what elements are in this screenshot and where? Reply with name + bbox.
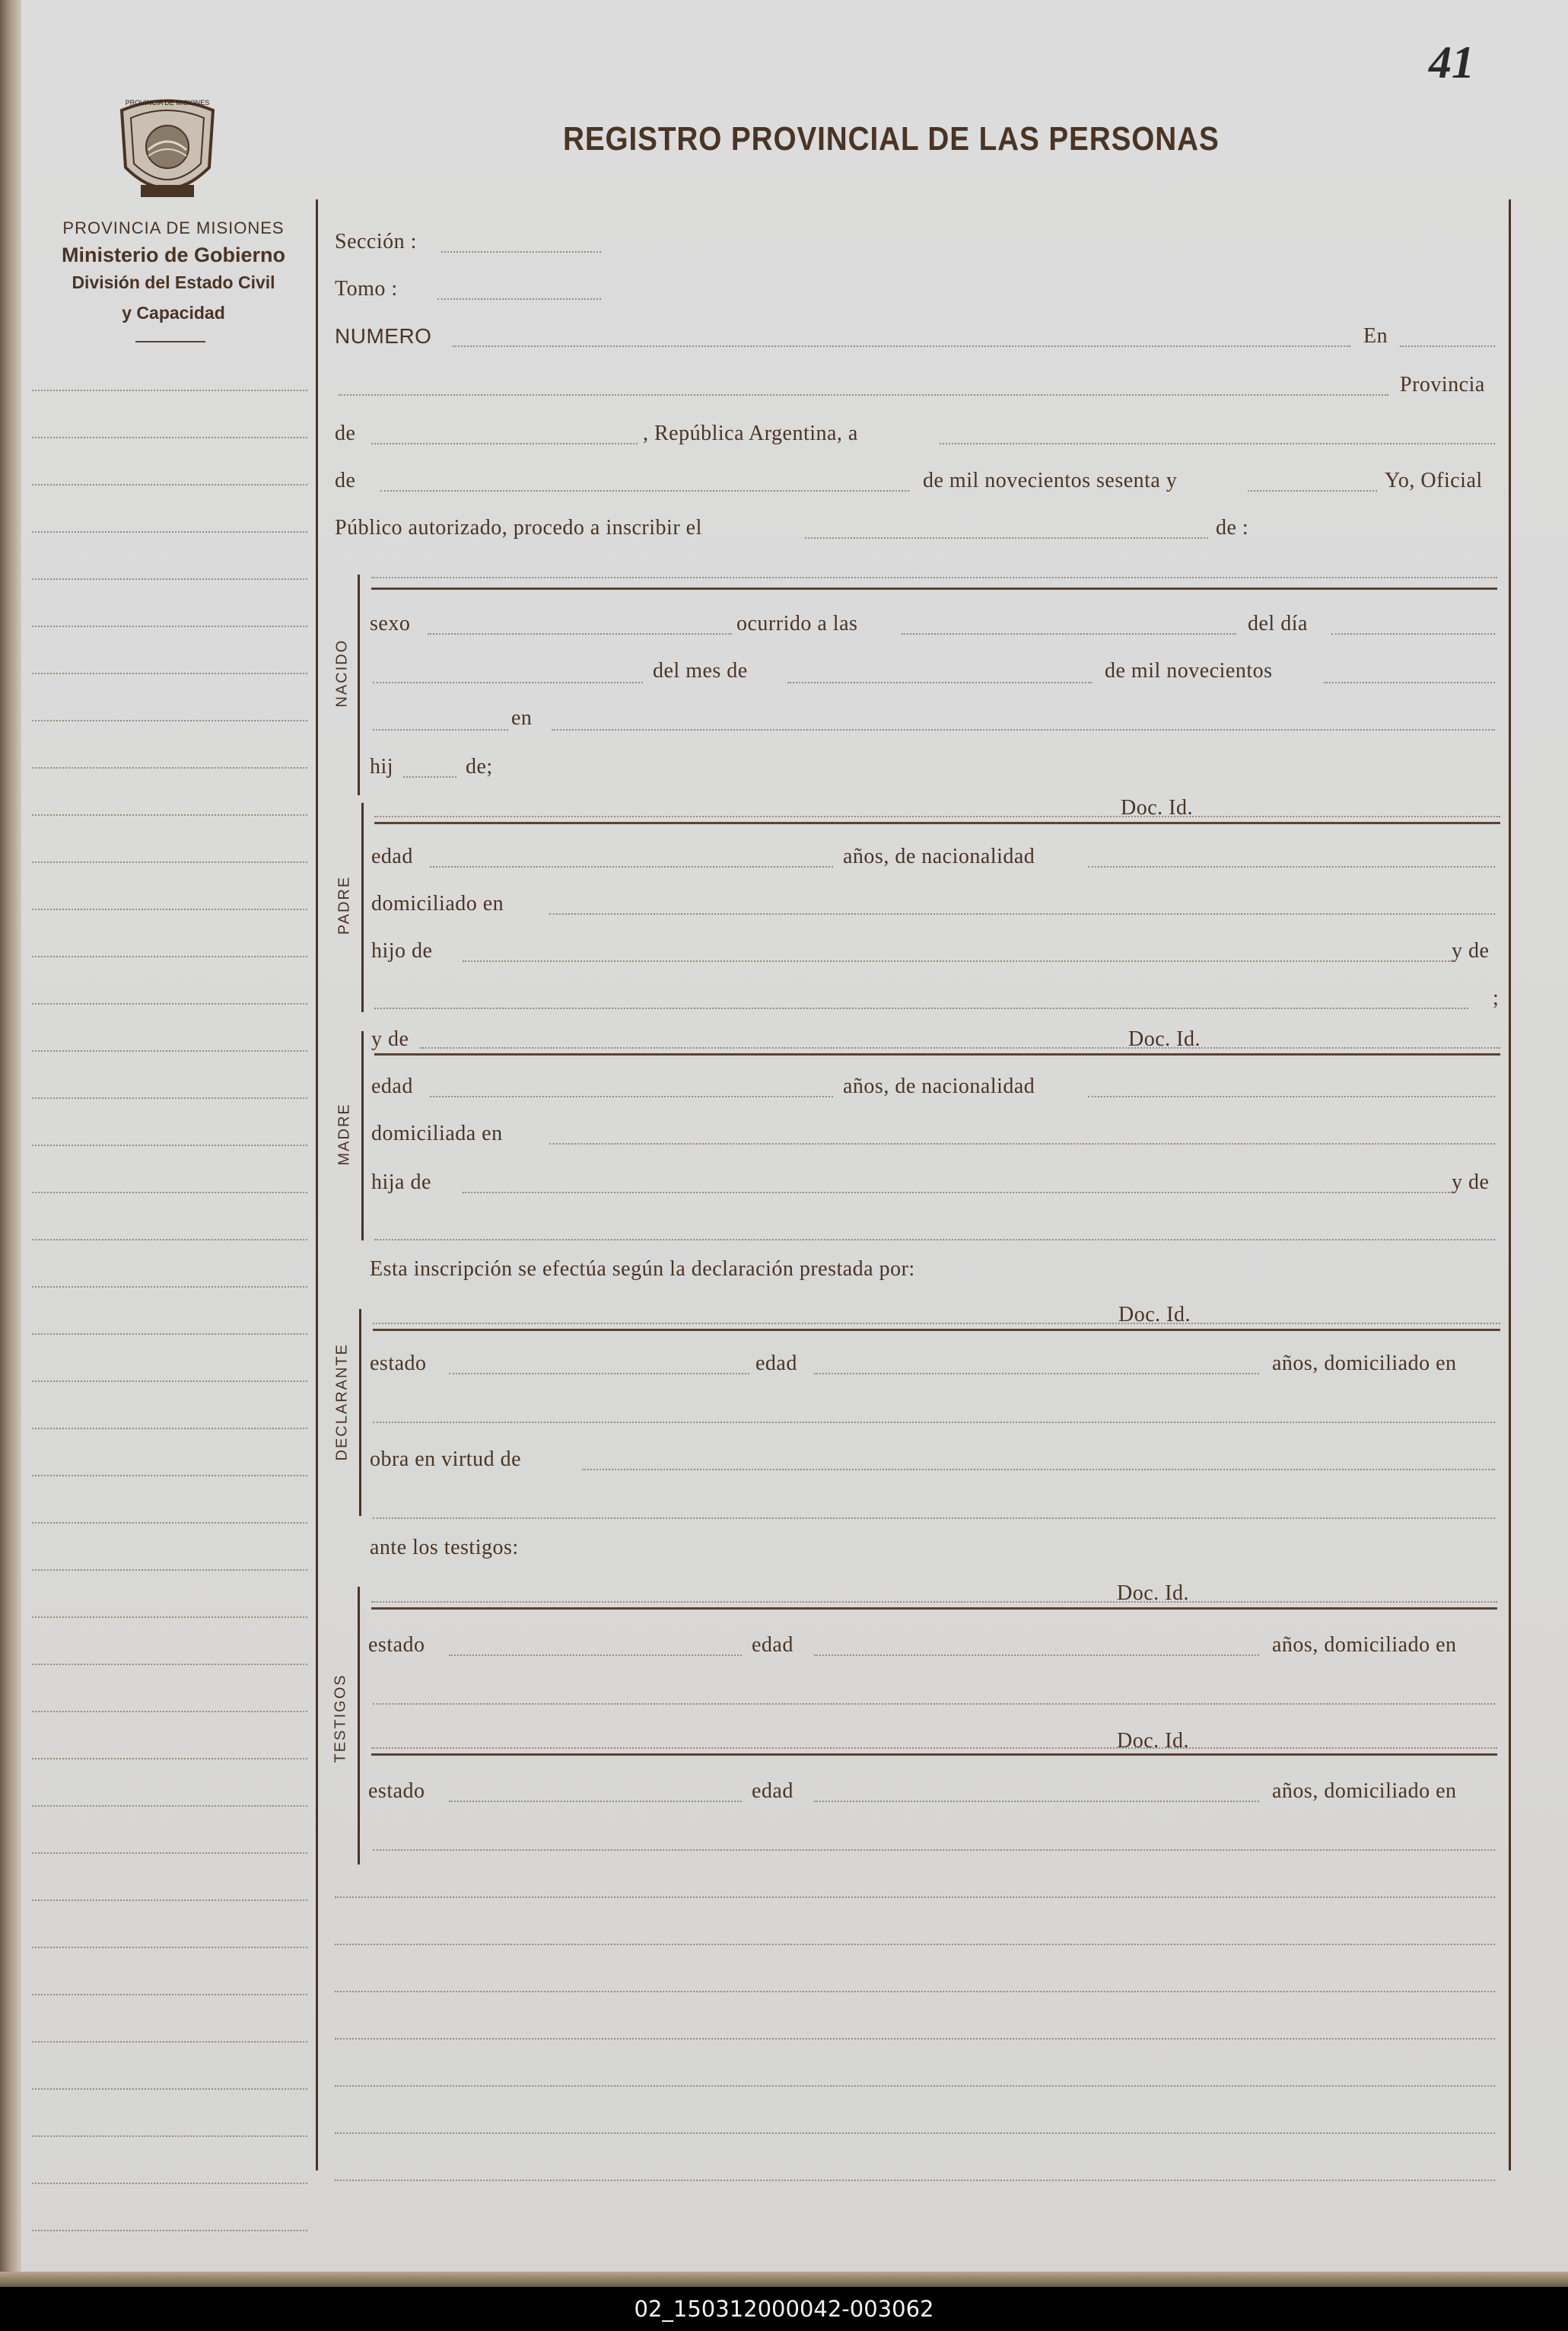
- margin-line[interactable]: [32, 1616, 307, 1618]
- margin-line[interactable]: [32, 484, 307, 486]
- declarante-rule: [359, 1309, 361, 1516]
- declarante-name-rule: [373, 1329, 1500, 1331]
- observation-line[interactable]: [335, 1944, 1495, 1945]
- margin-line[interactable]: [32, 626, 307, 627]
- margin-line[interactable]: [32, 1097, 307, 1099]
- yo-oficial-label: Yo, Oficial: [1385, 469, 1483, 492]
- hij-field[interactable]: [403, 776, 456, 778]
- testigo2-estado-label: estado: [368, 1779, 425, 1803]
- nacido-name-rule: [371, 588, 1497, 590]
- inscripcion-text: Esta inscripción se efectúa según la declaración prestada por:: [370, 1257, 915, 1281]
- margin-line[interactable]: [32, 578, 307, 580]
- margin-line[interactable]: [32, 1664, 307, 1665]
- madre-doc-label: Doc. Id.: [1128, 1027, 1201, 1051]
- margin-line[interactable]: [32, 1050, 307, 1052]
- province-name: PROVINCIA DE MISIONES: [62, 218, 285, 237]
- inscribir-field[interactable]: [805, 537, 1208, 539]
- madre-edad-field[interactable]: [430, 1096, 833, 1097]
- nacido-name-field[interactable]: [371, 577, 1497, 578]
- declarante-edad-field[interactable]: [814, 1373, 1259, 1374]
- testigo1-name-field[interactable]: [371, 1601, 1497, 1603]
- margin-line[interactable]: [32, 814, 307, 816]
- ministry-name: Ministerio de Gobierno: [61, 244, 286, 266]
- declarante-dom-field[interactable]: [373, 1422, 1495, 1423]
- madre-edad-label: edad: [371, 1075, 413, 1098]
- margin-line[interactable]: [32, 2135, 307, 2137]
- margin-line[interactable]: [32, 1947, 307, 1948]
- document-title: REGISTRO PROVINCIAL DE LAS PERSONAS: [563, 120, 1220, 158]
- declarante-edad-label: edad: [755, 1352, 797, 1375]
- padre-rule: [361, 803, 364, 1012]
- padre-y-de-label: y de: [1452, 939, 1490, 963]
- republica-label: , República Argentina, a: [643, 422, 858, 445]
- margin-line[interactable]: [32, 1711, 307, 1712]
- testigo1-edad-label: edad: [752, 1633, 794, 1657]
- observation-line[interactable]: [335, 1991, 1495, 1992]
- testigo2-edad-field[interactable]: [814, 1801, 1259, 1802]
- publico-label: Público autorizado, procedo a inscribir el: [335, 516, 702, 540]
- testigo1-dom-label: años, domiciliado en: [1272, 1633, 1457, 1657]
- provincia-label: Provincia: [1400, 373, 1485, 396]
- lugar-field[interactable]: [552, 729, 1495, 731]
- margin-line[interactable]: [32, 531, 307, 533]
- testigo2-dom-label: años, domiciliado en: [1272, 1779, 1457, 1803]
- testigo2-doc-label: Doc. Id.: [1117, 1729, 1189, 1753]
- seal-text: PROVINCIA DE MISIONES: [125, 99, 210, 107]
- margin-line[interactable]: [32, 861, 307, 863]
- margin-line[interactable]: [32, 1475, 307, 1476]
- testigo2-name-field[interactable]: [371, 1747, 1497, 1749]
- provincial-seal: [114, 95, 221, 209]
- margin-line[interactable]: [32, 2041, 307, 2043]
- dia-field[interactable]: [1331, 633, 1495, 635]
- margin-line[interactable]: [32, 767, 307, 769]
- de-label-2: de: [335, 469, 356, 492]
- seccion-label: Sección :: [335, 230, 417, 253]
- margin-line[interactable]: [32, 1852, 307, 1854]
- mil-novecientos-label: de mil novecientos: [1105, 659, 1273, 683]
- padre-doc-label: Doc. Id.: [1121, 796, 1193, 820]
- date-field[interactable]: [940, 443, 1495, 444]
- del-dia-label: del día: [1248, 612, 1308, 635]
- padre-edad-label: edad: [371, 845, 413, 868]
- margin-line[interactable]: [32, 390, 307, 391]
- hija-de-label: hija de: [371, 1170, 431, 1194]
- en-nacido-label: en: [511, 706, 533, 730]
- obra-field[interactable]: [582, 1469, 1495, 1470]
- testigo2-name-rule: [371, 1753, 1497, 1756]
- book-binding: [0, 0, 21, 2283]
- observation-line[interactable]: [335, 2132, 1495, 2134]
- madre-nac-field[interactable]: [1088, 1096, 1495, 1097]
- declarante-estado-label: estado: [370, 1352, 427, 1375]
- madre-y-de2-label: y de: [1452, 1170, 1490, 1194]
- hora-field[interactable]: [902, 633, 1236, 635]
- madre-y-de-label: y de: [371, 1027, 409, 1051]
- testigo1-estado-label: estado: [368, 1633, 425, 1657]
- testigo2-estado-field[interactable]: [449, 1801, 742, 1802]
- madre-rule: [361, 1031, 364, 1240]
- madre-name-rule: [374, 1053, 1500, 1056]
- testigo2-dom-field[interactable]: [373, 1849, 1495, 1851]
- margin-line[interactable]: [32, 1994, 307, 1995]
- numero-label: NUMERO: [335, 324, 432, 348]
- hija-de-field[interactable]: [463, 1192, 1452, 1193]
- hij-label: hij: [370, 755, 394, 779]
- testigo1-name-rule: [371, 1607, 1497, 1610]
- margin-line[interactable]: [32, 1192, 307, 1193]
- padre-semicolon: ;: [1493, 986, 1500, 1010]
- year-field[interactable]: [1248, 490, 1377, 492]
- margin-line[interactable]: [32, 1569, 307, 1571]
- padre-dom-label: domiciliado en: [371, 892, 504, 916]
- page-number: 41: [1429, 37, 1474, 88]
- tomo-label: Tomo :: [335, 277, 398, 301]
- declarante-label: DECLARANTE: [333, 1343, 351, 1461]
- padre-label: PADRE: [336, 875, 353, 935]
- margin-line[interactable]: [32, 1145, 307, 1146]
- en-label: En: [1363, 324, 1388, 348]
- margin-line[interactable]: [32, 673, 307, 674]
- margin-line[interactable]: [32, 1758, 307, 1759]
- margin-line[interactable]: [32, 2230, 307, 2231]
- margin-line[interactable]: [32, 1333, 307, 1335]
- del-mes-label: del mes de: [653, 659, 748, 683]
- de-label-1: de: [335, 422, 356, 445]
- margin-line[interactable]: [32, 1380, 307, 1382]
- madre-label: MADRE: [336, 1103, 353, 1166]
- tomo-field[interactable]: [437, 298, 601, 300]
- margin-line[interactable]: [32, 720, 307, 721]
- de-field-1[interactable]: [371, 443, 638, 444]
- margin-line[interactable]: [32, 1286, 307, 1288]
- testigos-intro: ante los testigos:: [370, 1536, 519, 1559]
- testigo1-estado-field[interactable]: [449, 1654, 742, 1656]
- observation-line[interactable]: [335, 2038, 1495, 2040]
- right-rule: [1509, 199, 1511, 2170]
- image-caption: 02_150312000042-003062: [0, 2287, 1568, 2331]
- margin-line[interactable]: [32, 1003, 307, 1005]
- de-nacido-label: de;: [466, 755, 493, 779]
- padre-madre-field[interactable]: [374, 1008, 1468, 1009]
- page-bottom-edge: [0, 2272, 1568, 2287]
- testigo1-doc-label: Doc. Id.: [1117, 1581, 1189, 1605]
- margin-line[interactable]: [32, 437, 307, 438]
- testigo1-dom-field[interactable]: [373, 1703, 1495, 1705]
- header-divider: [135, 341, 205, 342]
- locality-field[interactable]: [339, 394, 1388, 396]
- seccion-field[interactable]: [441, 251, 601, 253]
- declarante-doc-label: Doc. Id.: [1118, 1303, 1191, 1326]
- testigo1-edad-field[interactable]: [814, 1654, 1259, 1656]
- margin-line[interactable]: [32, 1239, 307, 1240]
- sexo-label: sexo: [370, 612, 411, 635]
- padre-dom-field[interactable]: [549, 913, 1495, 915]
- madre-dom-label: domiciliada en: [371, 1122, 503, 1145]
- madre-nac-label: años, de nacionalidad: [843, 1075, 1035, 1098]
- anio-field[interactable]: [1324, 682, 1495, 683]
- testigos-rule: [358, 1587, 360, 1864]
- margin-line[interactable]: [32, 1900, 307, 1901]
- obra-label: obra en virtud de: [370, 1447, 521, 1471]
- division-name: División del Estado Civil: [72, 272, 275, 292]
- mes-field[interactable]: [787, 682, 1092, 683]
- madre-dom-field[interactable]: [549, 1143, 1495, 1145]
- padre-name-field[interactable]: [374, 816, 1500, 817]
- margin-line[interactable]: [32, 1805, 307, 1807]
- padre-edad-field[interactable]: [430, 866, 833, 868]
- declarante-dom-label: años, domiciliado en: [1272, 1352, 1457, 1375]
- observation-line[interactable]: [335, 1896, 1495, 1898]
- anio-detail-field[interactable]: [373, 729, 508, 731]
- declarante-name-field[interactable]: [373, 1323, 1500, 1324]
- dia-detail-field[interactable]: [373, 682, 643, 683]
- declarante-estado-field[interactable]: [449, 1373, 749, 1374]
- numero-field[interactable]: [453, 346, 1350, 347]
- margin-line[interactable]: [32, 2183, 307, 2184]
- hijo-de-label: hijo de: [371, 939, 433, 963]
- hijo-de-field[interactable]: [463, 960, 1452, 962]
- ocurrido-label: ocurrido a las: [736, 612, 858, 635]
- madre-extra-field[interactable]: [374, 1239, 1495, 1240]
- margin-line[interactable]: [32, 956, 307, 957]
- observation-line[interactable]: [335, 2085, 1495, 2087]
- observation-line[interactable]: [335, 2180, 1495, 2181]
- nacido-rule: [358, 575, 360, 795]
- margin-line[interactable]: [32, 1522, 307, 1524]
- en-field[interactable]: [1400, 346, 1495, 347]
- obra-extra-field[interactable]: [373, 1517, 1495, 1519]
- testigo2-edad-label: edad: [752, 1779, 794, 1803]
- capacity-name: y Capacidad: [122, 303, 225, 323]
- de-colon-label: de :: [1216, 516, 1249, 540]
- padre-nac-label: años, de nacionalidad: [843, 845, 1035, 868]
- margin-line[interactable]: [32, 909, 307, 910]
- mil-sesenta-label: de mil novecientos sesenta y: [923, 469, 1178, 492]
- madre-name-field[interactable]: [420, 1047, 1500, 1049]
- month-field[interactable]: [380, 490, 909, 492]
- margin-line[interactable]: [32, 2088, 307, 2090]
- padre-nac-field[interactable]: [1088, 866, 1495, 868]
- margin-line[interactable]: [32, 1428, 307, 1429]
- left-rule: [316, 199, 318, 2170]
- testigos-label: TESTIGOS: [332, 1673, 349, 1763]
- padre-name-rule: [374, 822, 1500, 824]
- sexo-field[interactable]: [428, 633, 732, 635]
- nacido-label: NACIDO: [333, 638, 351, 708]
